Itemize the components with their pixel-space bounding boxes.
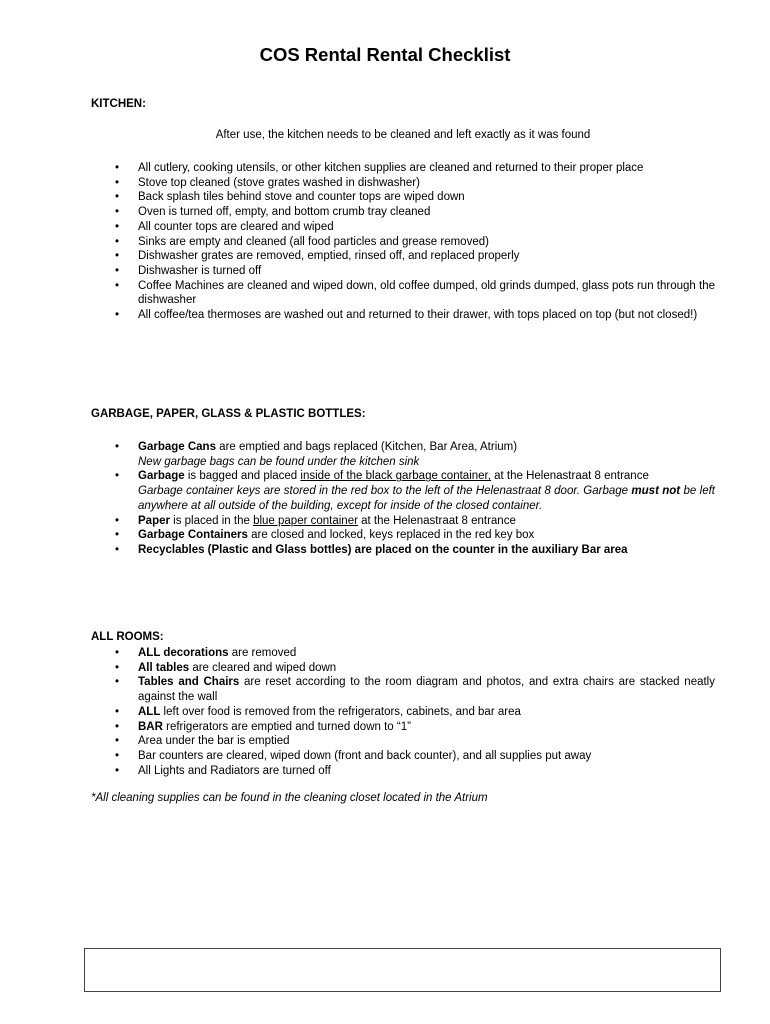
- list-item: • Sinks are empty and cleaned (all food particles and grease removed): [0, 235, 770, 250]
- footnote: *All cleaning supplies can be found in the cleaning closet located in the Atrium: [91, 792, 488, 804]
- list-item: [0, 528, 770, 543]
- list-item: [0, 661, 770, 676]
- item-text: are closed and locked, keys replaced in the red key box: [247, 529, 535, 542]
- list-item: • Oven is turned off, empty, and bottom crumb tray cleaned: [0, 205, 770, 220]
- item-text: left over food is removed from the refrigerators, cabinets, and bar area: [160, 705, 521, 718]
- garbage-heading: GARBAGE, PAPER, GLASS & PLASTIC BOTTLES:: [91, 408, 366, 420]
- list-item: • Area under the bar is emptied: [0, 734, 770, 749]
- kitchen-checklist: [0, 161, 770, 323]
- item-bold-text: Recyclables (Plastic and Glass bottles) are placed on the counter in the auxiliary Bar area: [138, 543, 628, 556]
- item-text: refrigerators are emptied and turned down to “1”: [162, 720, 411, 733]
- item-bold-text: BAR: [138, 720, 163, 733]
- list-item: [0, 514, 770, 529]
- list-item: • Bar counters are cleared, wiped down (front and back counter), and all supplies put away: [0, 749, 770, 764]
- item-bold-text: ALL decorations: [138, 647, 229, 659]
- rooms-checklist: [0, 646, 770, 778]
- list-item: [0, 675, 770, 704]
- item-text: are removed: [228, 647, 297, 659]
- item-bold-text: Tables and Chairs: [138, 676, 240, 689]
- list-item: [0, 543, 770, 558]
- item-text: is placed in the: [169, 514, 254, 527]
- list-item: [0, 720, 770, 735]
- list-item: • All cutlery, cooking utensils, or other kitchen supplies are cleaned and returned to their proper place: [0, 161, 770, 176]
- list-item: • All counter tops are cleared and wiped: [0, 220, 770, 235]
- list-item: • Dishwasher grates are removed, emptied, rinsed off, and replaced properly: [0, 249, 770, 264]
- item-text: are reset according to the room diagram and photos, and extra chairs are stacked neatly against the wall: [138, 676, 715, 704]
- item-underlined-text: inside of the black garbage container,: [300, 470, 491, 483]
- item-bold-text: Garbage Cans: [138, 441, 216, 453]
- rooms-heading: ALL ROOMS:: [91, 631, 164, 643]
- item-text: are emptied and bags replaced (Kitchen, Bar Area, Atrium): [215, 441, 518, 453]
- kitchen-heading: KITCHEN:: [91, 98, 146, 110]
- item-text: are cleared and wiped down: [189, 661, 337, 674]
- item-note: New garbage bags can be found under the kitchen sink: [138, 455, 420, 468]
- list-item: • Dishwasher is turned off: [0, 264, 770, 279]
- list-item: • Coffee Machines are cleaned and wiped down, old coffee dumped, old grinds dumped, glass pots run through the dishwasher: [0, 279, 770, 308]
- page-title: COS Rental Rental Checklist: [259, 44, 511, 65]
- item-underlined-text: blue paper container: [253, 514, 358, 527]
- item-bold-text: All tables: [138, 661, 190, 674]
- list-item: • Stove top cleaned (stove grates washed in dishwasher): [0, 176, 770, 191]
- item-bold-text: Paper: [138, 514, 170, 527]
- list-item: [0, 705, 770, 720]
- item-text: at the Helenastraat 8 entrance: [490, 470, 649, 483]
- item-text: is bagged and placed: [184, 470, 301, 483]
- list-item: [0, 469, 770, 513]
- list-item: [0, 440, 770, 469]
- item-note: Garbage container keys are stored in the red box to the left of the Helenastraat 8 door. Garbage: [138, 485, 632, 498]
- item-bold-text: ALL: [138, 705, 161, 718]
- item-note: be left anywhere at all outside of the building, except for inside of the closed container.: [138, 485, 715, 512]
- footer-box: [84, 948, 721, 992]
- item-note-emphasis: must not: [631, 485, 681, 498]
- kitchen-intro: After use, the kitchen needs to be cleaned and left exactly as it was found: [215, 129, 591, 141]
- item-text: at the Helenastraat 8 entrance: [357, 514, 516, 527]
- list-item: • All Lights and Radiators are turned off: [0, 764, 770, 779]
- list-item: • All coffee/tea thermoses are washed out and returned to their drawer, with tops placed on top (but not closed!): [0, 308, 770, 323]
- item-bold-text: Garbage Containers: [138, 529, 248, 542]
- list-item: • Back splash tiles behind stove and counter tops are wiped down: [0, 190, 770, 205]
- list-item: [0, 646, 770, 661]
- item-bold-text: Garbage: [138, 470, 185, 483]
- garbage-checklist: [0, 440, 770, 558]
